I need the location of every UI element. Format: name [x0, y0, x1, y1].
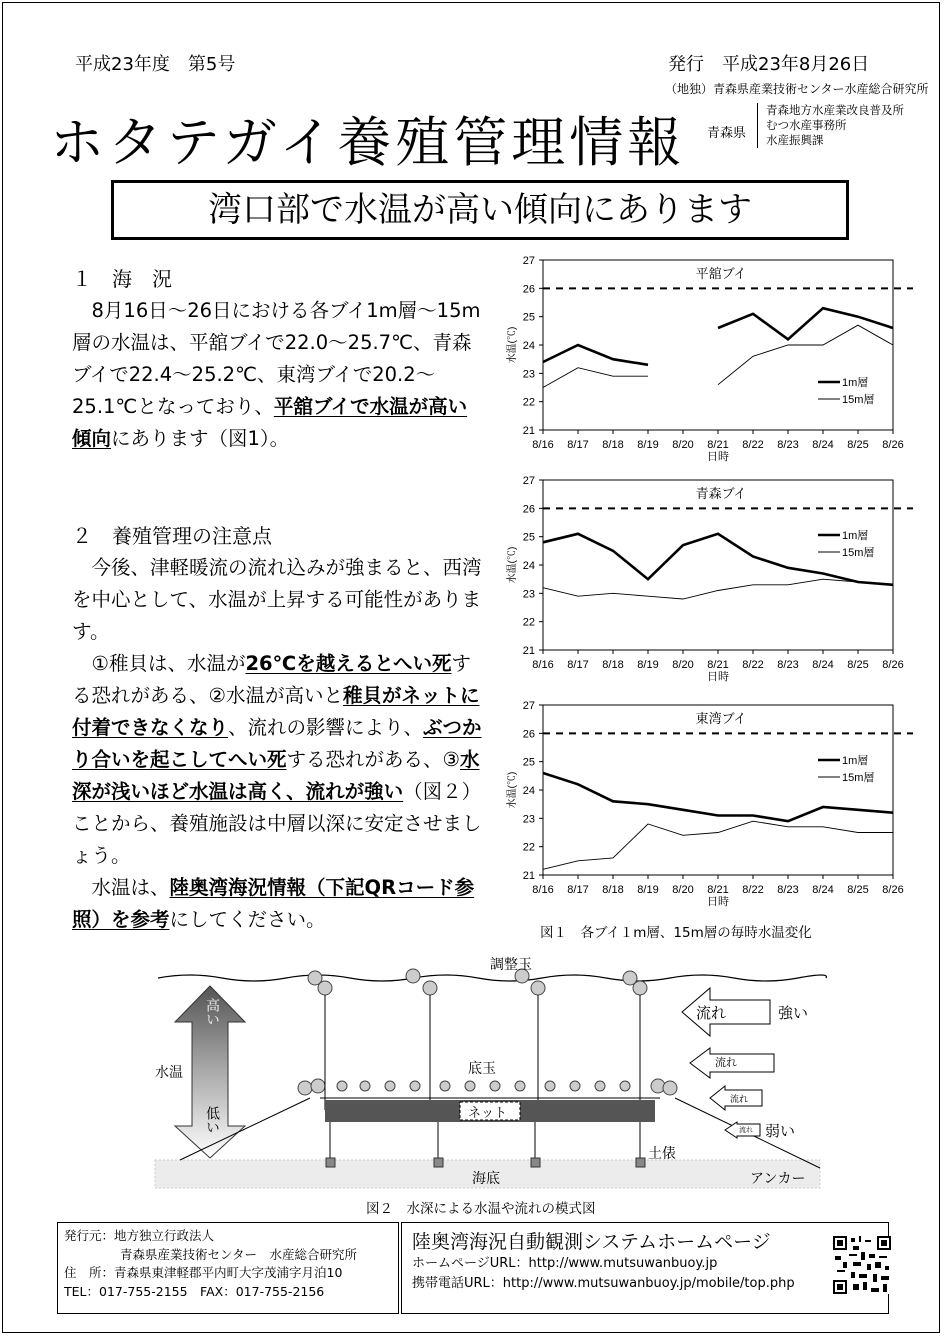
- chart-title: 青森ブイ: [695, 486, 747, 501]
- figure-2: [150, 950, 850, 1200]
- series-line: [543, 821, 893, 869]
- section-1-body: 8月16日～26日における各ブイ1m層～15m層の水温は、平舘ブイで22.0～25.7℃、青森ブイで22.4～25.2℃、東湾ブイで20.2～25.1℃となっており、平舘ブイで水温が高い傾向にあります（図1）。: [72, 299, 481, 450]
- chart-title: 東湾ブイ: [695, 711, 747, 726]
- sandbag-label: 土俵: [648, 1146, 676, 1162]
- net-label: ネット: [468, 1106, 508, 1121]
- x-tick-label: 8/24: [812, 439, 834, 451]
- section-2-para-3: 水温は、陸奥湾海況情報（下記QRコード参照）を参考にしてください。: [72, 876, 475, 931]
- home-url[interactable]: ホームページURL：http://www.mutsuwanbuoy.jp: [412, 1256, 718, 1271]
- figure-1-caption: 図１ 各ブイ１m層、15m層の毎時水温変化: [540, 925, 812, 941]
- org-item: 水産振興課: [766, 133, 824, 147]
- chart-higashiwan: [500, 695, 920, 907]
- anchor-label: アンカー: [750, 1171, 806, 1187]
- x-tick-label: 8/19: [637, 659, 659, 671]
- low-label: 低い: [204, 1106, 220, 1134]
- y-tick-label: 25: [522, 756, 535, 769]
- bottom-ball-label: 底玉: [468, 1061, 496, 1077]
- x-tick-label: 8/22: [742, 439, 764, 451]
- y-tick-label: 24: [522, 560, 535, 572]
- seabed-label: 海底: [472, 1171, 500, 1187]
- adjust-buoy-label: 調整玉: [490, 957, 532, 973]
- publisher-label: 発行元：地方独立行政法人: [64, 1228, 215, 1243]
- publisher-name: 青森県産業技術センター 水産総合研究所: [120, 1246, 358, 1262]
- series-line: [543, 773, 893, 821]
- website-box: [401, 1222, 889, 1314]
- x-tick-label: 8/24: [812, 884, 834, 896]
- legend-entry: 1m層: [842, 377, 869, 389]
- chart-hiratate: [500, 250, 920, 462]
- y-tick-label: 21: [522, 425, 535, 437]
- x-tick-label: 8/17: [567, 439, 589, 451]
- flow-label-1: 流れ: [696, 1004, 727, 1022]
- figure-2-caption: 図２ 水深による水温や流れの模式図: [366, 1201, 596, 1217]
- section-1: [72, 263, 482, 455]
- section-2-para-1: 今後、津軽暖流の流れ込みが強まると、西湾を中心として、水温が上昇する可能性があります。: [72, 556, 482, 643]
- x-tick-label: 8/26: [882, 659, 904, 671]
- x-tick-label: 8/18: [602, 884, 624, 896]
- address: 住 所：青森県東津軽郡平内町大字茂浦字月泊10: [64, 1265, 343, 1280]
- plot-area: [543, 480, 893, 650]
- y-tick-label: 27: [522, 700, 535, 712]
- y-tick-label: 24: [522, 785, 535, 797]
- flow-label-2: 流れ: [715, 1056, 737, 1069]
- x-tick-label: 8/24: [812, 659, 834, 671]
- y-tick-label: 25: [522, 531, 535, 544]
- legend-entry: 15m層: [842, 394, 875, 406]
- mobile-url[interactable]: 携帯電話URL：http://www.mutsuwanbuoy.jp/mobile/top.php: [412, 1276, 795, 1291]
- legend-entry: 1m層: [842, 755, 869, 767]
- x-tick-label: 8/25: [847, 439, 869, 451]
- prefecture: 青森県: [707, 126, 747, 141]
- y-tick-label: 22: [522, 616, 535, 629]
- org-item: むつ水産事務所: [766, 118, 847, 132]
- x-tick-label: 8/25: [847, 659, 869, 671]
- x-tick-label: 8/19: [637, 439, 659, 451]
- y-tick-label: 27: [522, 255, 535, 267]
- y-tick-label: 22: [522, 841, 535, 854]
- y-tick-label: 26: [522, 283, 535, 296]
- x-tick-label: 8/23: [777, 659, 799, 671]
- y-axis-label: 水温(℃): [507, 546, 518, 584]
- flow-label-4: 流れ: [739, 1126, 753, 1134]
- y-tick-label: 21: [522, 870, 535, 882]
- y-axis-label: 水温(℃): [507, 771, 518, 809]
- y-tick-label: 26: [522, 728, 535, 741]
- tel-fax: TEL：017-755-2155 FAX：017-755-2156: [64, 1283, 325, 1299]
- y-tick-label: 21: [522, 645, 535, 657]
- y-tick-label: 24: [522, 340, 535, 352]
- section-2-heading: ２ 養殖管理の注意点: [72, 524, 272, 548]
- series-line: [543, 325, 893, 387]
- x-axis-label: 日時: [707, 896, 729, 908]
- plot-area: [543, 705, 893, 875]
- x-tick-label: 8/21: [707, 884, 729, 896]
- publish-date: 発行 平成23年8月26日: [668, 54, 870, 75]
- water-temp-label: 水温: [155, 1065, 183, 1081]
- x-tick-label: 8/17: [567, 659, 589, 671]
- x-tick-label: 8/16: [532, 884, 554, 896]
- x-tick-label: 8/17: [567, 884, 589, 896]
- publisher: （地独）青森県産業技術センター水産総合研究所: [665, 82, 929, 96]
- x-tick-label: 8/18: [602, 439, 624, 451]
- x-tick-label: 8/21: [707, 439, 729, 451]
- x-tick-label: 8/20: [672, 659, 694, 671]
- x-tick-label: 8/21: [707, 659, 729, 671]
- x-tick-label: 8/23: [777, 884, 799, 896]
- x-tick-label: 8/25: [847, 884, 869, 896]
- site-title: 陸奥湾海況自動観測システムホームページ: [412, 1231, 771, 1253]
- x-tick-label: 8/23: [777, 439, 799, 451]
- legend-entry: 1m層: [842, 530, 869, 542]
- x-tick-label: 8/20: [672, 884, 694, 896]
- org-item: 青森地方水産業改良普及所: [766, 103, 904, 117]
- strong-label: 強い: [778, 1004, 809, 1022]
- series-line: [543, 534, 893, 585]
- x-tick-label: 8/16: [532, 659, 554, 671]
- y-tick-label: 23: [522, 368, 535, 381]
- section-2-para-2: ①稚貝は、水温が26℃を越えるとへい死する恐れがある、②水温が高いと稚貝がネットに付着できなくなり、流れの影響により、ぶつかり合いを起こしてへい死する恐れがある、③水深が浅いほど水温は高く、流れが強い（図２）ことから、養殖施設は中層以深に安定させましょう。: [72, 652, 482, 867]
- publisher-box: [57, 1222, 399, 1314]
- y-tick-label: 27: [522, 475, 535, 487]
- section-1-heading: １ 海 況: [72, 267, 172, 291]
- x-axis-label: 日時: [707, 451, 729, 463]
- qr-code-icon[interactable]: [833, 1236, 891, 1294]
- x-tick-label: 8/18: [602, 659, 624, 671]
- y-tick-label: 22: [522, 396, 535, 409]
- x-tick-label: 8/20: [672, 439, 694, 451]
- high-label: 高い: [204, 998, 220, 1026]
- chart-title: 平舘ブイ: [695, 266, 747, 281]
- series-line: [543, 308, 893, 365]
- flow-label-3: 流れ: [730, 1095, 749, 1105]
- y-axis-label: 水温(℃): [507, 326, 518, 364]
- page-title: ホタテガイ養殖管理情報: [50, 111, 686, 174]
- issue-number: 平成23年度 第5号: [75, 54, 236, 75]
- plot-area: [543, 260, 893, 430]
- x-tick-label: 8/19: [637, 884, 659, 896]
- y-tick-label: 25: [522, 311, 535, 324]
- y-tick-label: 26: [522, 503, 535, 516]
- series-line: [543, 579, 893, 599]
- x-tick-label: 8/22: [742, 659, 764, 671]
- weak-label: 弱い: [765, 1122, 796, 1140]
- legend-entry: 15m層: [842, 547, 875, 559]
- y-tick-label: 23: [522, 813, 535, 826]
- x-axis-label: 日時: [707, 671, 729, 683]
- section-2: [72, 520, 482, 936]
- y-tick-label: 23: [522, 588, 535, 601]
- legend-entry: 15m層: [842, 772, 875, 784]
- x-tick-label: 8/26: [882, 884, 904, 896]
- org-list: [757, 103, 904, 148]
- x-tick-label: 8/16: [532, 439, 554, 451]
- chart-aomori: [500, 470, 920, 682]
- x-tick-label: 8/26: [882, 439, 904, 451]
- x-tick-label: 8/22: [742, 884, 764, 896]
- headline: 湾口部で水温が高い傾向にあります: [111, 180, 849, 240]
